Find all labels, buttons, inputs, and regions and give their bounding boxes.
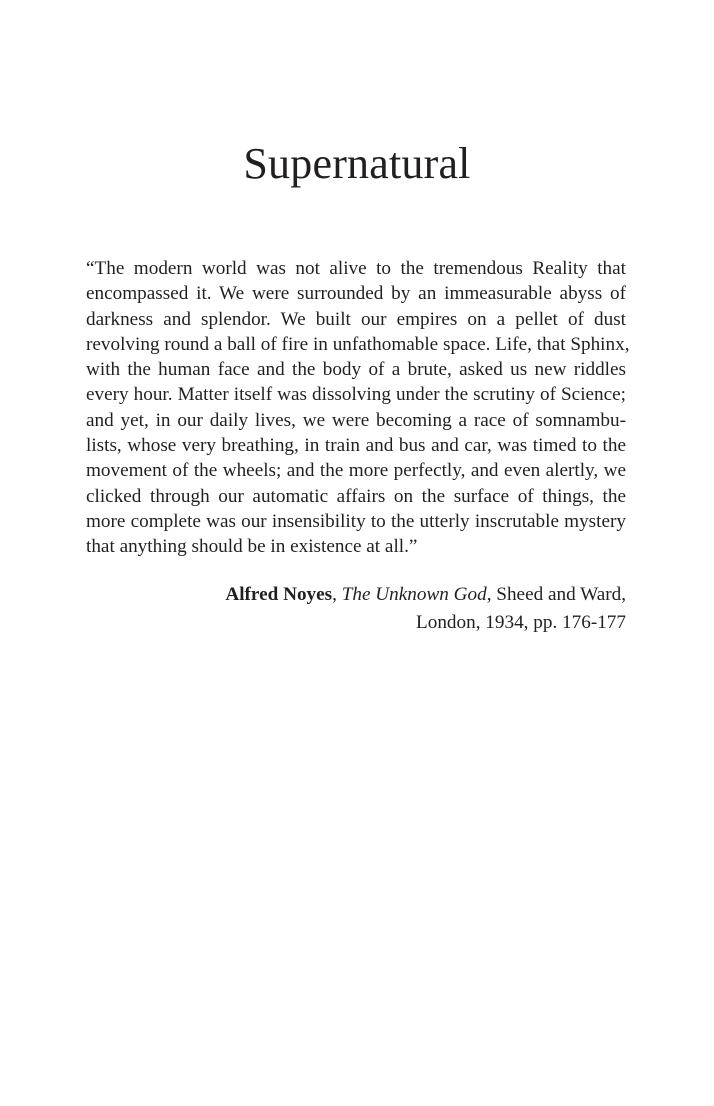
quote-line: revolving round a ball of fire in unfathomable space. Life, that Sphinx, [86, 333, 630, 355]
quote-attribution [86, 581, 626, 637]
attribution-separator: , [332, 584, 342, 605]
quote-line: with the human face and the body of a brute, asked us new riddles [86, 359, 626, 381]
attribution-line-1 [86, 581, 626, 609]
quote-line: lists, whose very breathing, in train and bus and car, was timed to the [86, 435, 626, 457]
quote-line: more complete was our insensibility to the utterly inscrutable mystery [86, 510, 626, 532]
quote-line: that anything should be in existence at all.” [86, 536, 418, 558]
publisher: , Sheed and Ward, [486, 584, 626, 605]
epigraph-quote [86, 256, 630, 560]
quote-line: encompassed it. We were surrounded by an immeasurable abyss of [86, 283, 626, 305]
quote-line: movement of the wheels; and the more perfectly, and even alertly, we [86, 460, 626, 482]
quote-line: “The modern world was not alive to the tremendous Reality that [86, 258, 626, 279]
book-title: The Unknown God [341, 584, 487, 605]
page-title: Supernatural [243, 139, 471, 188]
quote-line: clicked through our automatic affairs on the surface of things, the [86, 485, 626, 507]
attribution-line-2: London, 1934, pp. 176-177 [416, 612, 626, 633]
quote-line: and yet, in our daily lives, we were becoming a race of somnambu- [86, 409, 626, 431]
author-name: Alfred Noyes [225, 584, 333, 605]
quote-line: every hour. Matter itself was dissolving under the scrutiny of Science; [86, 384, 626, 406]
quote-line: darkness and splendor. We built our empires on a pellet of dust [86, 308, 626, 330]
